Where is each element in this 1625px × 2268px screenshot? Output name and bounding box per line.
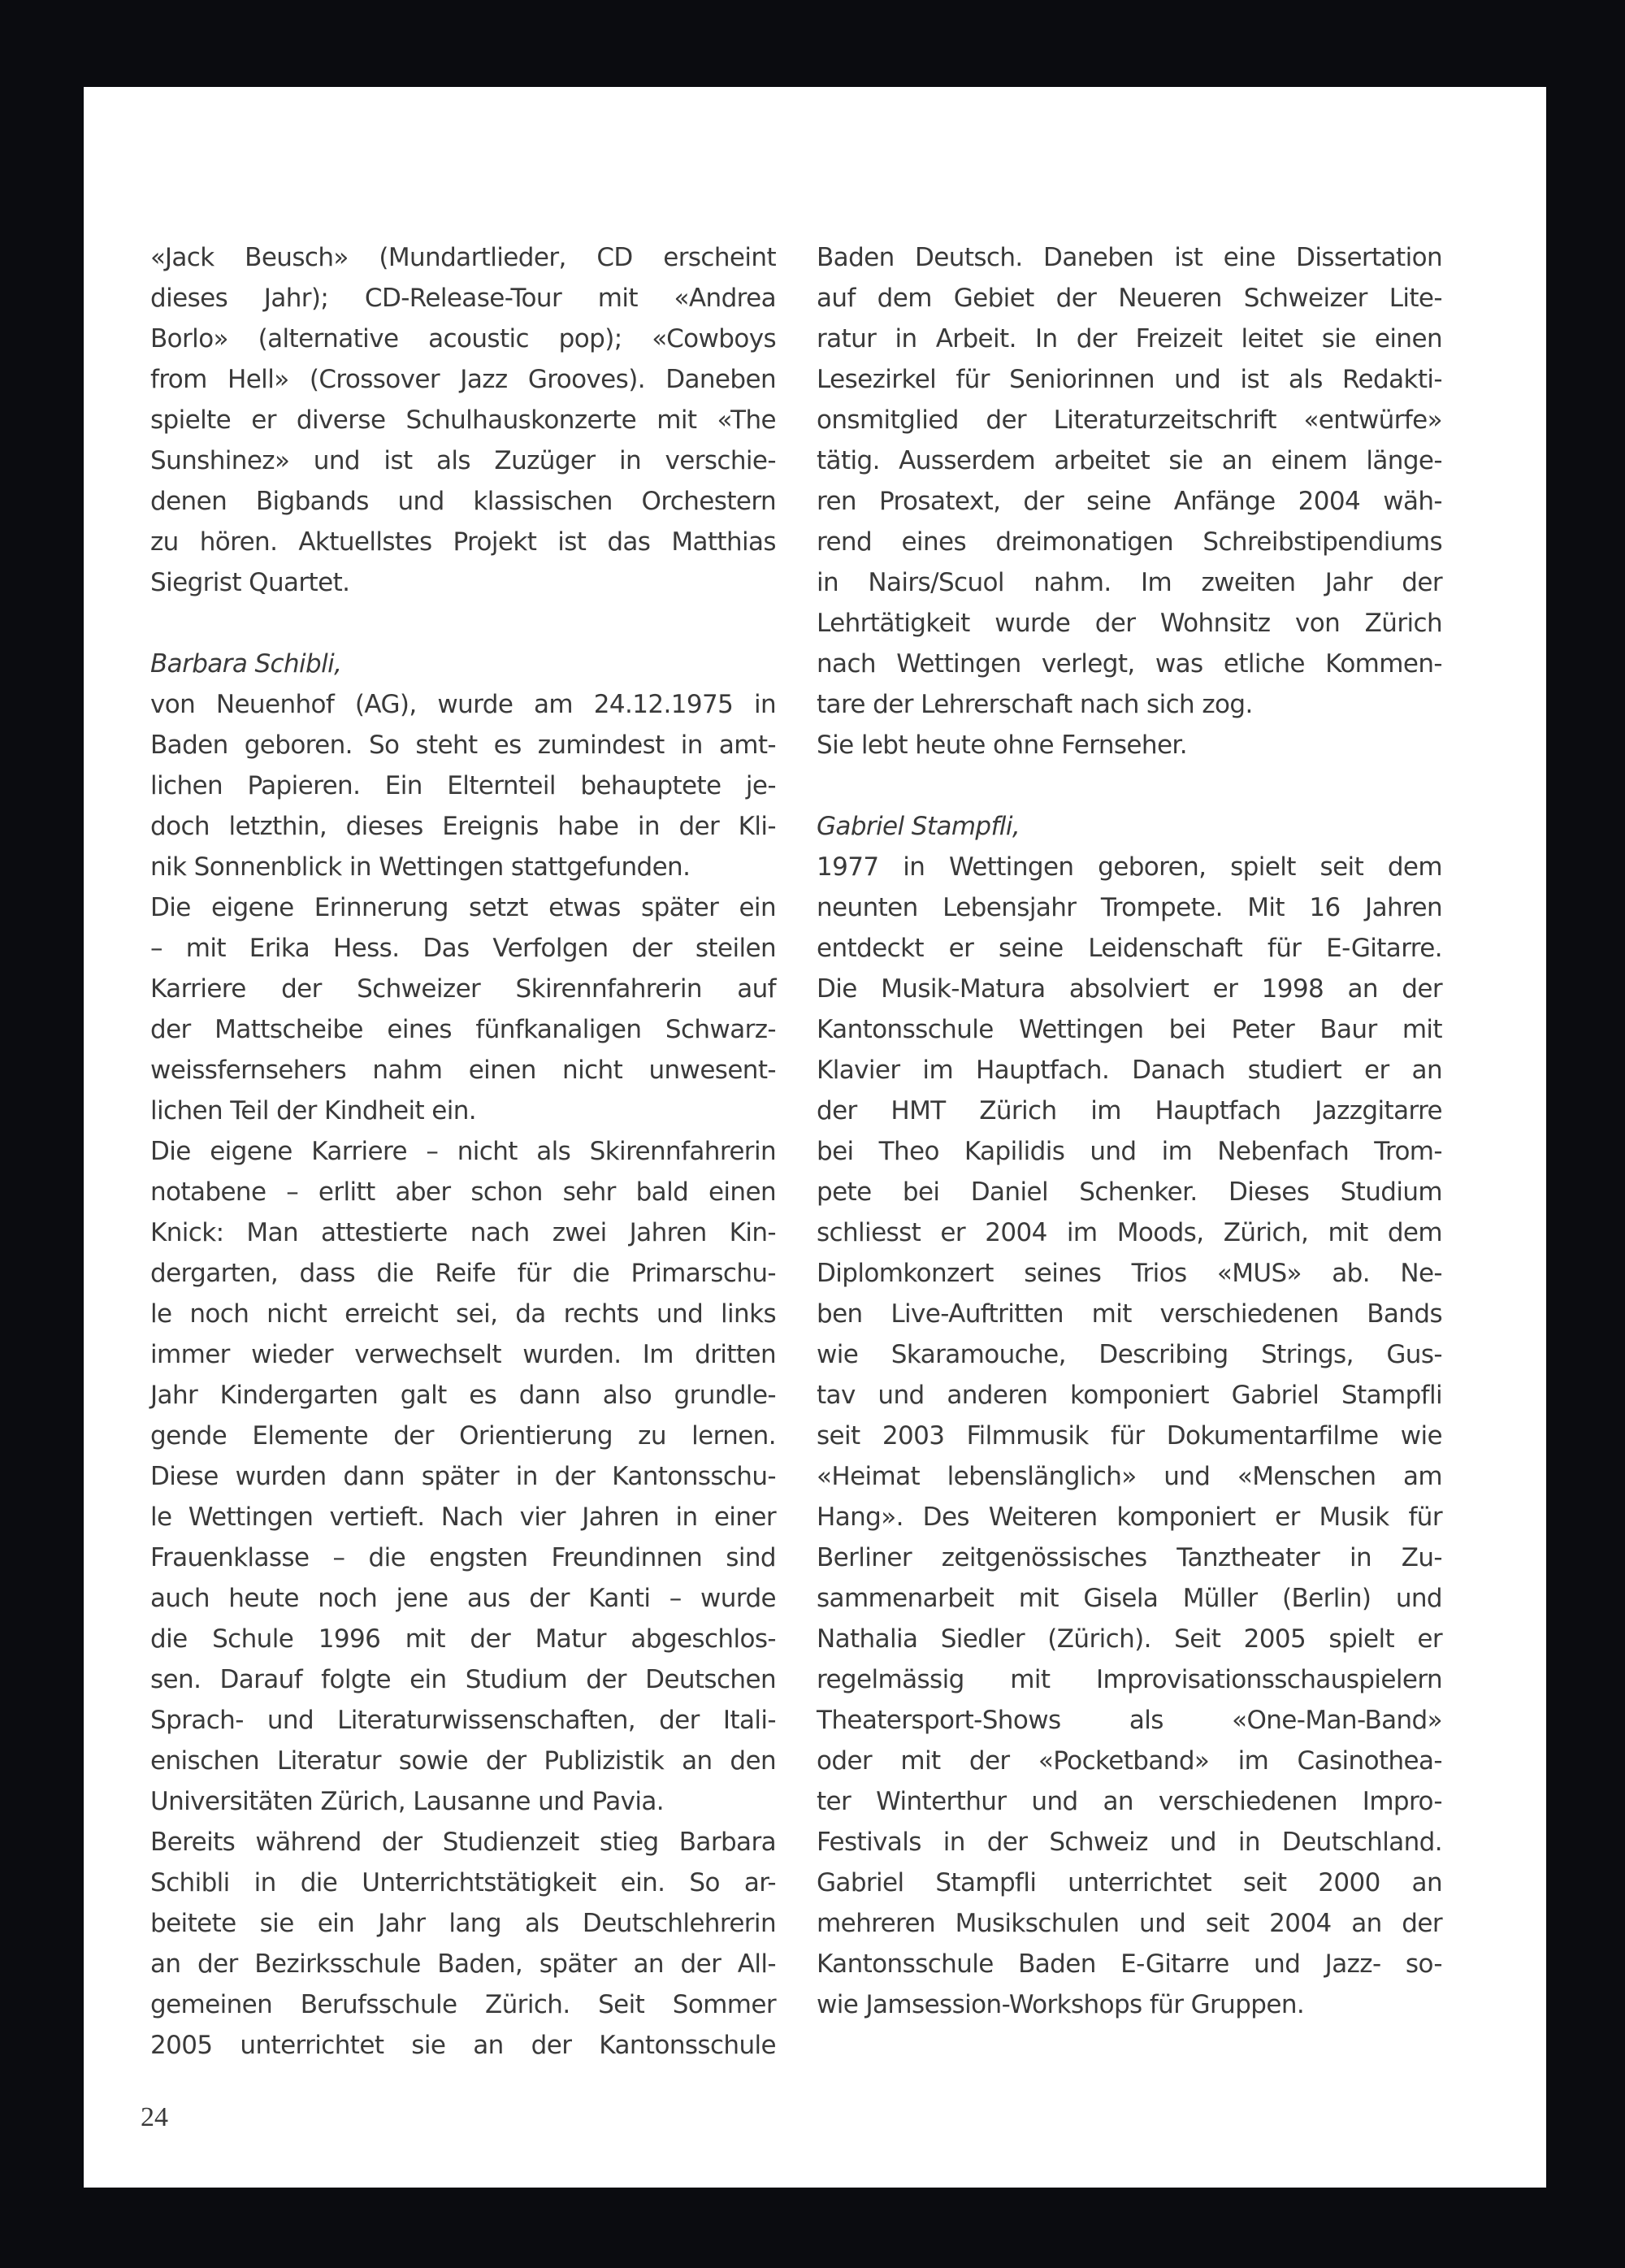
text-line: Gabriel Stampfli unterrichtet seit 2000 an bbox=[817, 1868, 1442, 1897]
text-line: rend eines dreimonatigen Schreibstipendiums bbox=[817, 527, 1442, 557]
text-line: Kantonsschule Baden E-Gitarre und Jazz- so- bbox=[817, 1949, 1442, 1979]
text-line: tav und anderen komponiert Gabriel Stampfli bbox=[817, 1381, 1442, 1410]
left-column bbox=[150, 237, 776, 2066]
text-line: in Nairs/Scuol nahm. Im zweiten Jahr der bbox=[817, 568, 1442, 597]
text-line: dergarten, dass die Reife für die Primarschu- bbox=[150, 1259, 776, 1288]
text-line: dieses Jahr); CD-Release-Tour mit «Andrea bbox=[150, 284, 776, 313]
text-line: 2005 unterrichtet sie an der Kantonsschule bbox=[150, 2031, 776, 2060]
bio-name-heading: Barbara Schibli, bbox=[150, 649, 342, 679]
text-line: Borlo» (alternative acoustic pop); «Cowboys bbox=[150, 324, 776, 353]
text-line: bei Theo Kapilidis und im Nebenfach Trom- bbox=[817, 1137, 1442, 1166]
text-line: Bereits während der Studienzeit stieg Barbara bbox=[150, 1828, 776, 1857]
text-line: nik Sonnenblick in Wettingen stattgefunden. bbox=[150, 852, 691, 882]
text-line: Baden Deutsch. Daneben ist eine Dissertation bbox=[817, 243, 1442, 272]
bio-gabriel-stampfli bbox=[817, 806, 1442, 2025]
text-line: die Schule 1996 mit der Matur abgeschlos- bbox=[150, 1624, 776, 1654]
text-line: schliesst er 2004 im Moods, Zürich, mit dem bbox=[817, 1218, 1442, 1247]
document-page bbox=[84, 87, 1546, 2188]
text-line: Baden geboren. So steht es zumindest in amt- bbox=[150, 731, 776, 760]
text-line: nach Wettingen verlegt, was etliche Kommen- bbox=[817, 649, 1442, 679]
text-line: Klavier im Hauptfach. Danach studiert er an bbox=[817, 1056, 1442, 1085]
bio-barbara-schibli-continued bbox=[817, 237, 1442, 765]
text-line: notabene – erlitt aber schon sehr bald einen bbox=[150, 1177, 776, 1207]
text-line: gemeinen Berufsschule Zürich. Seit Sommer bbox=[150, 1990, 776, 2019]
text-line: pete bei Daniel Schenker. Dieses Studium bbox=[817, 1177, 1442, 1207]
text-line: seit 2003 Filmmusik für Dokumentarfilme wie bbox=[817, 1421, 1442, 1451]
intro-paragraph bbox=[150, 237, 776, 603]
text-line: Hang». Des Weiteren komponiert er Musik für bbox=[817, 1503, 1442, 1532]
text-line: regelmässig mit Improvisationsschauspielern bbox=[817, 1665, 1442, 1694]
text-line: wie Skaramouche, Describing Strings, Gus- bbox=[817, 1340, 1442, 1369]
text-line: wie Jamsession-Workshops für Gruppen. bbox=[817, 1990, 1305, 2019]
text-line: onsmitglied der Literaturzeitschrift «entwürfe» bbox=[817, 405, 1442, 435]
text-line: neunten Lebensjahr Trompete. Mit 16 Jahren bbox=[817, 893, 1442, 922]
text-line: sen. Darauf folgte ein Studium der Deutschen bbox=[150, 1665, 776, 1694]
text-line: Berliner zeitgenössisches Tanztheater in Zu- bbox=[817, 1543, 1442, 1572]
text-line: Jahr Kindergarten galt es dann also grundle- bbox=[150, 1381, 776, 1410]
text-line: der HMT Zürich im Hauptfach Jazzgitarre bbox=[817, 1096, 1442, 1125]
text-line: Festivals in der Schweiz und in Deutschland. bbox=[817, 1828, 1442, 1857]
text-line: entdeckt er seine Leidenschaft für E-Gitarre. bbox=[817, 934, 1442, 963]
text-line: Sunshinez» und ist als Zuzüger in verschie- bbox=[150, 446, 776, 475]
text-line: denen Bigbands und klassischen Orchestern bbox=[150, 487, 776, 516]
text-line: Siegrist Quartet. bbox=[150, 568, 350, 597]
text-line: Sie lebt heute ohne Fernseher. bbox=[817, 731, 1187, 760]
text-line: der Mattscheibe eines fünfkanaligen Schwarz- bbox=[150, 1015, 776, 1044]
text-line: gende Elemente der Orientierung zu lernen. bbox=[150, 1421, 776, 1451]
text-line: Die eigene Karriere – nicht als Skirennfahrerin bbox=[150, 1137, 776, 1166]
text-line: ren Prosatext, der seine Anfänge 2004 wäh- bbox=[817, 487, 1442, 516]
text-line: oder mit der «Pocketband» im Casinothea- bbox=[817, 1746, 1442, 1776]
text-line: Die eigene Erinnerung setzt etwas später ein bbox=[150, 893, 776, 922]
text-line: ben Live-Auftritten mit verschiedenen Bands bbox=[817, 1299, 1442, 1329]
text-line: von Neuenhof (AG), wurde am 24.12.1975 in bbox=[150, 690, 776, 719]
text-line: Lehrtätigkeit wurde der Wohnsitz von Zürich bbox=[817, 609, 1442, 638]
text-line: le Wettingen vertieft. Nach vier Jahren in einer bbox=[150, 1503, 776, 1532]
text-line: ratur in Arbeit. In der Freizeit leitet sie einen bbox=[817, 324, 1442, 353]
text-line: Nathalia Siedler (Zürich). Seit 2005 spielt er bbox=[817, 1624, 1442, 1654]
text-line: Sprach- und Literaturwissenschaften, der Itali- bbox=[150, 1706, 776, 1735]
text-line: Knick: Man attestierte nach zwei Jahren Kin- bbox=[150, 1218, 776, 1247]
text-line: lichen Teil der Kindheit ein. bbox=[150, 1096, 477, 1125]
text-line: Theatersport-Shows als «One-Man-Band» bbox=[817, 1706, 1442, 1735]
text-line: Schibli in die Unterrichtstätigkeit ein. So ar- bbox=[150, 1868, 776, 1897]
text-line: Frauenklasse – die engsten Freundinnen sind bbox=[150, 1543, 776, 1572]
text-line: auch heute noch jene aus der Kanti – wurde bbox=[150, 1584, 776, 1613]
text-line: tätig. Ausserdem arbeitet sie an einem länge- bbox=[817, 446, 1442, 475]
paragraph-gap bbox=[150, 603, 776, 644]
text-line: sammenarbeit mit Gisela Müller (Berlin) und bbox=[817, 1584, 1442, 1613]
text-line: zu hören. Aktuellstes Projekt ist das Matthias bbox=[150, 527, 776, 557]
text-line: «Heimat lebenslänglich» und «Menschen am bbox=[817, 1462, 1442, 1491]
text-line: doch letzthin, dieses Ereignis habe in der Kli- bbox=[150, 812, 776, 841]
text-line: Lesezirkel für Seniorinnen und ist als Redakti- bbox=[817, 365, 1442, 394]
text-line: lichen Papieren. Ein Elternteil behauptete je- bbox=[150, 771, 776, 800]
text-line: Die Musik-Matura absolviert er 1998 an der bbox=[817, 974, 1442, 1004]
text-line: mehreren Musikschulen und seit 2004 an der bbox=[817, 1909, 1442, 1938]
bio-barbara-schibli bbox=[150, 644, 776, 2066]
text-line: Diplomkonzert seines Trios «MUS» ab. Ne- bbox=[817, 1259, 1442, 1288]
text-line: «Jack Beusch» (Mundartlieder, CD erscheint bbox=[150, 243, 776, 272]
text-line: – mit Erika Hess. Das Verfolgen der steilen bbox=[150, 934, 776, 963]
paragraph-gap bbox=[817, 765, 1442, 806]
bio-name-heading: Gabriel Stampfli, bbox=[817, 812, 1020, 841]
text-line: an der Bezirksschule Baden, später an der All- bbox=[150, 1949, 776, 1979]
text-line: auf dem Gebiet der Neueren Schweizer Lite- bbox=[817, 284, 1442, 313]
text-line: beitete sie ein Jahr lang als Deutschlehrerin bbox=[150, 1909, 776, 1938]
page-number: 24 bbox=[141, 2102, 168, 2132]
text-line: weissfernsehers nahm einen nicht unwesent- bbox=[150, 1056, 776, 1085]
text-line: Diese wurden dann später in der Kantonsschu- bbox=[150, 1462, 776, 1491]
text-line: le noch nicht erreicht sei, da rechts und links bbox=[150, 1299, 776, 1329]
text-line: 1977 in Wettingen geboren, spielt seit dem bbox=[817, 852, 1442, 882]
text-line: immer wieder verwechselt wurden. Im dritten bbox=[150, 1340, 776, 1369]
text-line: Kantonsschule Wettingen bei Peter Baur mit bbox=[817, 1015, 1442, 1044]
text-line: from Hell» (Crossover Jazz Grooves). Daneben bbox=[150, 365, 776, 394]
text-line: tare der Lehrerschaft nach sich zog. bbox=[817, 690, 1253, 719]
text-line: ter Winterthur und an verschiedenen Impro- bbox=[817, 1787, 1442, 1816]
text-line: Universitäten Zürich, Lausanne und Pavia. bbox=[150, 1787, 665, 1816]
text-line: enischen Literatur sowie der Publizistik an den bbox=[150, 1746, 776, 1776]
text-line: spielte er diverse Schulhauskonzerte mit «The bbox=[150, 405, 776, 435]
right-column bbox=[817, 237, 1442, 2025]
text-line: Karriere der Schweizer Skirennfahrerin auf bbox=[150, 974, 776, 1004]
